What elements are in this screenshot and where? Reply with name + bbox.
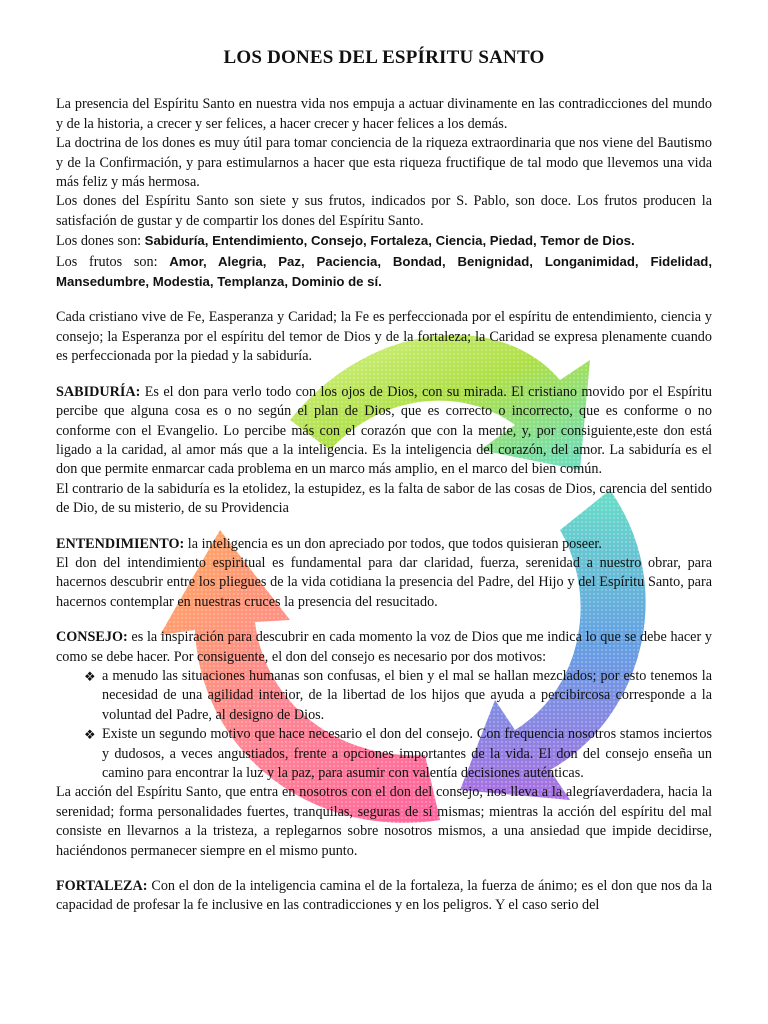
page-title: LOS DONES DEL ESPÍRITU SANTO (223, 47, 545, 68)
consejo-paragraph (56, 628, 712, 667)
sabiduria-paragraph-2: El contrario de la sabiduría es la etolidez, la estupidez, es la falta de sabor de las cosas de Dios, carencia del sentido de Dio, de su misterio, de su Providencia (56, 480, 712, 517)
fortaleza-text: Con el don de la inteligencia camina el de la fortaleza, la fuerza de ánimo; es el don que nos da la capacidad de profesar la fe inclusive en las contradicciones y en los peligros. Y el caso serio del (56, 878, 712, 914)
consejo-paragraph-2: La acción del Espíritu Santo, que entra en nosotros con el don del consejo, nos lleva a la alegríaverdadera, hacia la serenidad; forma personalidades fuertes, tranquilas, seguras de sí mismas; mientras la acción del espíritu del mal consiste en llevarnos a la tristeza, a replegarnos sobre nosotros mismos, a una ansiedad que impide decidirse, haciéndonos permanecer siempre en el mismo punto. (56, 784, 712, 859)
list-item-text: a menudo las situaciones humanas son confusas, el bien y el mal se hallan mezclados; por esto tenemos la necesidad de una agilidad interior, de la libertad de los hijos que ayuda a percibircosa corresponde a la voluntad del Padre, al designo de Dios. (102, 667, 712, 723)
sabiduria-text: Es el don para verlo todo con los ojos de Dios, con su mirada. El cristiano movido por el Espíritu percibe que alguna cosa es o no según el plan de Dios, que es correcto o incorrecto, que es conforme o no conforme con el Evangelio. Lo percibe más con el corazón que con la mente, y, por consiguiente,este don está ligado a la caridad, al amor más que a la inteligencia. Es la inteligencia del corazón, del amor. La sabiduría es el don que permite enmarcar cada problema en un marco más amplio, en el marco del bien común. (56, 383, 712, 478)
sabiduria-heading: SABIDURÍA: (56, 383, 141, 400)
list-item (84, 725, 712, 783)
consejo-bullet-list (56, 667, 712, 783)
dones-line (56, 231, 712, 251)
intro-paragraph-2: La doctrina de los dones es muy útil para tomar conciencia de la riqueza extraordinaria que nos viene del Bautismo y de la Confirmación, y para estimularnos a hacer que esta riqueza fructifique de tal modo que llevemos una vida más feliz y más hermosa. (56, 135, 712, 191)
fortaleza-heading: FORTALEZA: (56, 878, 148, 895)
frutos-line (56, 252, 712, 293)
list-item (84, 667, 712, 725)
dones-label: Los dones son: (56, 233, 145, 250)
consejo-heading: CONSEJO: (56, 629, 128, 646)
dones-list: Sabiduría, Entendimiento, Consejo, Fortaleza, Ciencia, Piedad, Temor de Dios. (144, 233, 635, 249)
fortaleza-paragraph (56, 877, 712, 916)
entendimiento-paragraph (56, 535, 712, 554)
diamond-bullet-icon: ❖ (84, 727, 96, 743)
frutos-list: Amor, Alegria, Paz, Paciencia, Bondad, Benignidad, Longanimidad, Fidelidad, Mansedumbre, Modestia, Templanza, Dominio de sí. (56, 253, 712, 290)
entendimiento-heading: ENTENDIMIENTO: (56, 535, 185, 552)
intro-paragraph-1: La presencia del Espíritu Santo en nuestra vida nos empuja a actuar divinamente en las contradicciones del mundo y de la historia, a crecer y ser felices, a hacer crecer y hacer felices a los demás. (56, 96, 712, 132)
list-item-text: Existe un segundo motivo que hace necesario el don del consejo. Con frequencia nosotros stamos inciertos y dudosos, a veces angustiados, frente a opciones importantes de la vida. El don del consejo enseña un camino para encontrar la luz y la paz, para asumir con valentía decisiones auténticas. (102, 726, 712, 781)
consejo-text: es la inspiración para descubrir en cada momento la voz de Dios que me indica lo que se debe hacer y como se debe hacer. Por consiguente, el don del consejo es necesario por dos motivos: (56, 629, 712, 665)
diamond-bullet-icon: ❖ (84, 668, 96, 684)
intro-paragraph-3: Los dones del Espíritu Santo son siete y sus frutos, indicados por S. Pablo, son doce. Los frutos producen la satisfación de gustar y de compartir los dones del Espíritu Santo. (56, 193, 712, 229)
frutos-label: Los frutos son: (56, 253, 170, 270)
entendimiento-text: la inteligencia es un don apreciado por todos, que todos quisieran poseer. (184, 535, 602, 552)
sabiduria-paragraph (56, 383, 712, 480)
entendimiento-paragraph-2: El don del intendimiento espiritual es fundamental para dar claridad, fuerza, serenidad a nuestro obrar, para hacernos descubrir entre los pliegues de la vida cotidiana la presencia del Padre, del Hijo y del Espíritu Santo, para hacernos contemplar en nuestras cruces la presencia del resucitado. (56, 554, 712, 610)
virtues-paragraph: Cada cristiano vive de Fe, Easperanza y Caridad; la Fe es perfeccionada por el espíritu de entendimiento, ciencia y consejo; la Esperanza por el espíritu del temor de Dios y de la fortaleza; la Caridad se expresa plenamente cuando es perfeccionada por la piedad y la sabiduría. (56, 309, 712, 365)
